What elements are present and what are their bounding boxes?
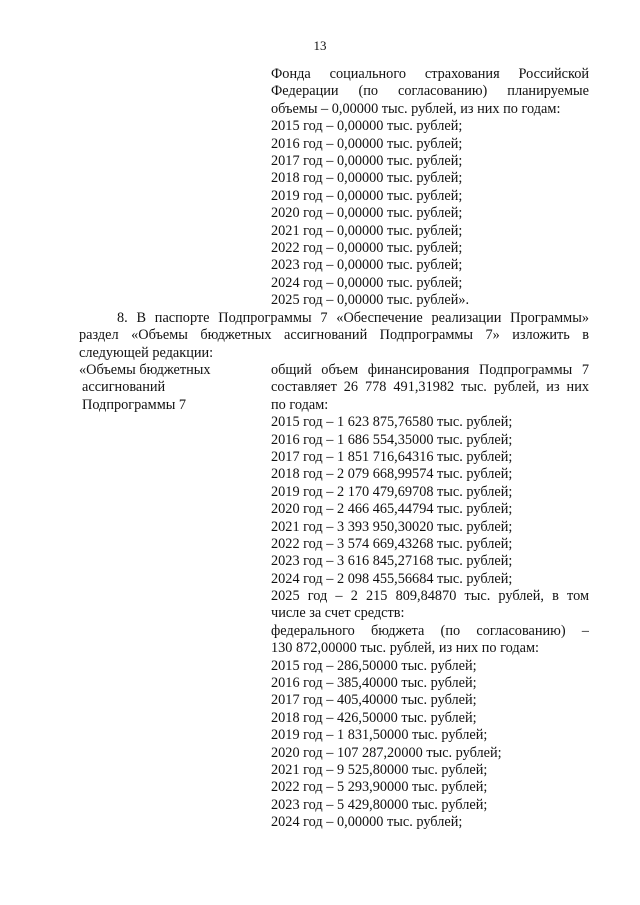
total-year: 2020 год – 2 466 465,44794 тыс. рублей; [271, 501, 513, 518]
table-left-label [79, 362, 259, 414]
fss-line: Федерации (по согласованию) планируемые [271, 83, 589, 100]
label-line: ассигнований [82, 379, 166, 396]
paragraph-8 [79, 310, 589, 362]
fss-year: 2024 год – 0,00000 тыс. рублей; [271, 274, 463, 291]
total-year: 2021 год – 3 393 950,30020 тыс. рублей; [271, 518, 513, 535]
paragraph-line: раздел «Объемы бюджетных ассигнований Подпрограммы 7» изложить в [79, 327, 589, 344]
federal-year: 2021 год – 9 525,80000 тыс. рублей; [271, 761, 488, 778]
fss-year: 2023 год – 0,00000 тыс. рублей; [271, 257, 463, 274]
fss-line: Фонда социального страхования Российской [271, 66, 589, 82]
total-year: 2023 год – 3 616 845,27168 тыс. рублей; [271, 553, 513, 570]
fss-year: 2020 год – 0,00000 тыс. рублей; [271, 205, 463, 222]
total-line: составляет 26 778 491,31982 тыс. рублей, из них [271, 379, 589, 396]
federal-year: 2019 год – 1 831,50000 тыс. рублей; [271, 727, 488, 744]
total-line: общий объем финансирования Подпрограммы 7 [271, 362, 589, 378]
fss-year: 2025 год – 0,00000 тыс. рублей». [271, 292, 470, 309]
federal-year: 2023 год – 5 429,80000 тыс. рублей; [271, 796, 488, 813]
fss-block [271, 66, 589, 309]
federal-line: федерального бюджета (по согласованию) – [271, 622, 589, 639]
total-year: 2015 год – 1 623 875,76580 тыс. рублей; [271, 414, 513, 431]
federal-year: 2024 год – 0,00000 тыс. рублей; [271, 814, 463, 831]
page-number: 13 [313, 38, 327, 53]
total-line: по годам: [271, 396, 329, 413]
paragraph-line: следующей редакции: [79, 344, 214, 361]
federal-line: 130 872,00000 тыс. рублей, из них по годам: [271, 640, 539, 657]
fss-year: 2016 год – 0,00000 тыс. рублей; [271, 135, 463, 152]
federal-year: 2016 год – 385,40000 тыс. рублей; [271, 675, 477, 692]
fss-year: 2018 год – 0,00000 тыс. рублей; [271, 170, 463, 187]
label-line: Подпрограммы 7 [82, 396, 187, 413]
label-line: «Объемы бюджетных [79, 362, 211, 378]
fss-year: 2017 год – 0,00000 тыс. рублей; [271, 152, 463, 169]
federal-year: 2015 год – 286,50000 тыс. рублей; [271, 657, 477, 674]
total-year: 2018 год – 2 079 668,99574 тыс. рублей; [271, 466, 513, 483]
fss-year: 2022 год – 0,00000 тыс. рублей; [271, 239, 463, 256]
total-year: 2016 год – 1 686 554,35000 тыс. рублей; [271, 431, 513, 448]
total-year: 2024 год – 2 098 455,56684 тыс. рублей; [271, 570, 513, 587]
total-year: 2019 год – 2 170 479,69708 тыс. рублей; [271, 483, 513, 500]
fss-line: объемы – 0,00000 тыс. рублей, из них по годам: [271, 100, 561, 117]
fss-year: 2021 год – 0,00000 тыс. рублей; [271, 222, 463, 239]
year-2025-line: 2025 год – 2 215 809,84870 тыс. рублей, в том [271, 588, 589, 605]
total-year: 2017 год – 1 851 716,64316 тыс. рублей; [271, 448, 513, 465]
fss-year: 2015 год – 0,00000 тыс. рублей; [271, 118, 463, 135]
paragraph-line: 8. В паспорте Подпрограммы 7 «Обеспечение реализации Программы» [117, 310, 589, 326]
total-year: 2022 год – 3 574 669,43268 тыс. рублей; [271, 535, 513, 552]
table-financing [271, 362, 589, 832]
fss-year: 2019 год – 0,00000 тыс. рублей; [271, 187, 463, 204]
federal-year: 2017 год – 405,40000 тыс. рублей; [271, 692, 477, 709]
federal-year: 2022 год – 5 293,90000 тыс. рублей; [271, 779, 488, 796]
federal-year: 2018 год – 426,50000 тыс. рублей; [271, 709, 477, 726]
year-2025-line: числе за счет средств: [271, 605, 405, 622]
federal-year: 2020 год – 107 287,20000 тыс. рублей; [271, 744, 502, 761]
